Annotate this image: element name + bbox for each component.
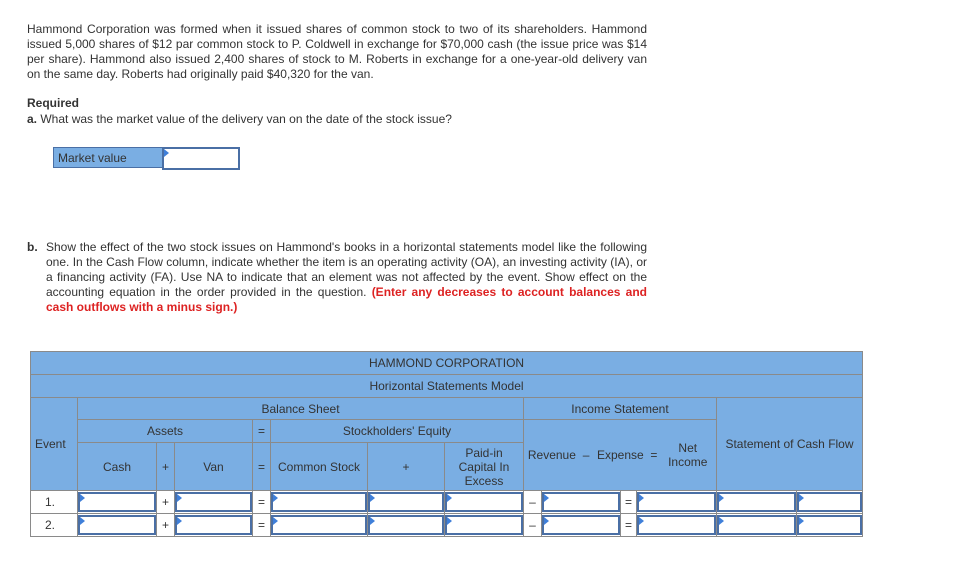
minus-sign: – xyxy=(582,448,590,462)
equals-sign: = xyxy=(253,420,271,443)
required-heading: Required xyxy=(27,96,80,110)
minus-sign: – xyxy=(524,514,542,537)
balance-sheet-header: Balance Sheet xyxy=(78,398,524,420)
common-stock-input[interactable] xyxy=(271,492,367,512)
plus-sign: + xyxy=(157,491,175,514)
question-b-letter: b. xyxy=(27,240,38,254)
input-marker-icon xyxy=(370,517,375,525)
equals-sign: = xyxy=(253,514,271,537)
equals-sign-2: = xyxy=(253,443,271,491)
market-value-input[interactable] xyxy=(162,147,240,170)
horizontal-statements-table xyxy=(30,351,863,537)
revenue-header: Revenue xyxy=(527,448,576,462)
van-input[interactable] xyxy=(175,492,252,512)
event-number: 2. xyxy=(31,514,78,537)
table-row xyxy=(31,491,863,514)
revenue-input[interactable] xyxy=(445,515,523,535)
assets-header: Assets xyxy=(78,420,253,443)
net-income-input[interactable] xyxy=(637,515,716,535)
stockholders-equity-header: Stockholders' Equity xyxy=(271,420,524,443)
expense-header: Expense xyxy=(597,448,644,462)
market-value-row xyxy=(53,147,240,170)
cash-flow-amount-input[interactable] xyxy=(717,515,796,535)
cash-header: Cash xyxy=(78,443,157,491)
input-marker-icon xyxy=(544,494,549,502)
plus-sign: + xyxy=(157,514,175,537)
expense-input[interactable] xyxy=(542,515,620,535)
input-marker-icon xyxy=(719,494,724,502)
van-input[interactable] xyxy=(175,515,252,535)
table-row xyxy=(31,514,863,537)
input-marker-icon xyxy=(639,517,644,525)
input-marker-icon xyxy=(177,517,182,525)
question-b-red-note: (Enter any decreases to account balances and cash outflows with a minus sign.) xyxy=(46,285,647,314)
question-a-text: What was the market value of the delivery van on the date of the stock issue? xyxy=(40,112,452,126)
income-statement-header: Income Statement xyxy=(524,398,717,420)
input-marker-icon xyxy=(80,517,85,525)
income-statement-cols xyxy=(524,420,717,491)
net-income-header: Net Income xyxy=(668,441,708,469)
equals-sign: = xyxy=(253,491,271,514)
minus-sign: – xyxy=(524,491,542,514)
input-marker-icon xyxy=(719,517,724,525)
paid-in-capital-header: Paid-in Capital In Excess xyxy=(445,443,524,491)
net-income-input[interactable] xyxy=(637,492,716,512)
input-marker-icon xyxy=(273,517,278,525)
paid-in-capital-input[interactable] xyxy=(368,515,444,535)
input-marker-icon xyxy=(164,149,169,157)
input-marker-icon xyxy=(447,517,452,525)
equals-sign-is: = xyxy=(650,448,658,462)
equals-sign: = xyxy=(621,491,637,514)
company-name: HAMMOND CORPORATION xyxy=(31,352,863,375)
question-b-text: Show the effect of the two stock issues on Hammond's books in a horizontal statements model like the following one. In the Cash Flow column, indicate whether the item is an operating activity (OA), an investing activity (IA), or a financing activity (FA). Use NA to indicate that an element was not affected by the event. Show effect on the accounting equation in the order provided in the question. xyxy=(46,240,647,299)
cash-flow-amount-input[interactable] xyxy=(717,492,796,512)
paid-in-capital-input[interactable] xyxy=(368,492,444,512)
event-header: Event xyxy=(31,398,78,491)
question-a xyxy=(27,112,452,127)
equals-sign: = xyxy=(621,514,637,537)
input-marker-icon xyxy=(273,494,278,502)
input-marker-icon xyxy=(80,494,85,502)
common-stock-input[interactable] xyxy=(271,515,367,535)
problem-intro: Hammond Corporation was formed when it issued shares of common stock to two of its shareholders. Hammond issued 5,000 shares of $12 par common stock to P. Coldwell in exchange for $70,000 cash (the issue price was $14 per share). Hammond also issued 2,400 shares of stock to M. Roberts in exchange for a one-year-old delivery van on the same day. Roberts had originally paid $40,320 for the van. xyxy=(27,22,647,81)
cash-flow-activity-input[interactable] xyxy=(797,515,862,535)
input-marker-icon xyxy=(177,494,182,502)
plus-sign: + xyxy=(157,443,175,491)
input-marker-icon xyxy=(639,494,644,502)
event-number: 1. xyxy=(31,491,78,514)
cash-flow-header: Statement of Cash Flow xyxy=(717,398,863,491)
common-stock-header: Common Stock xyxy=(271,443,368,491)
question-b xyxy=(27,240,647,315)
input-marker-icon xyxy=(799,494,804,502)
cash-input[interactable] xyxy=(78,515,156,535)
cash-input[interactable] xyxy=(78,492,156,512)
cash-flow-activity-input[interactable] xyxy=(797,492,862,512)
question-a-letter: a. xyxy=(27,112,38,126)
expense-input[interactable] xyxy=(542,492,620,512)
input-marker-icon xyxy=(370,494,375,502)
input-marker-icon xyxy=(447,494,452,502)
van-header: Van xyxy=(175,443,253,491)
plus-sign-2: + xyxy=(368,443,445,491)
market-value-label: Market value xyxy=(53,147,162,168)
model-title: Horizontal Statements Model xyxy=(31,375,863,398)
revenue-input[interactable] xyxy=(445,492,523,512)
input-marker-icon xyxy=(544,517,549,525)
input-marker-icon xyxy=(799,517,804,525)
